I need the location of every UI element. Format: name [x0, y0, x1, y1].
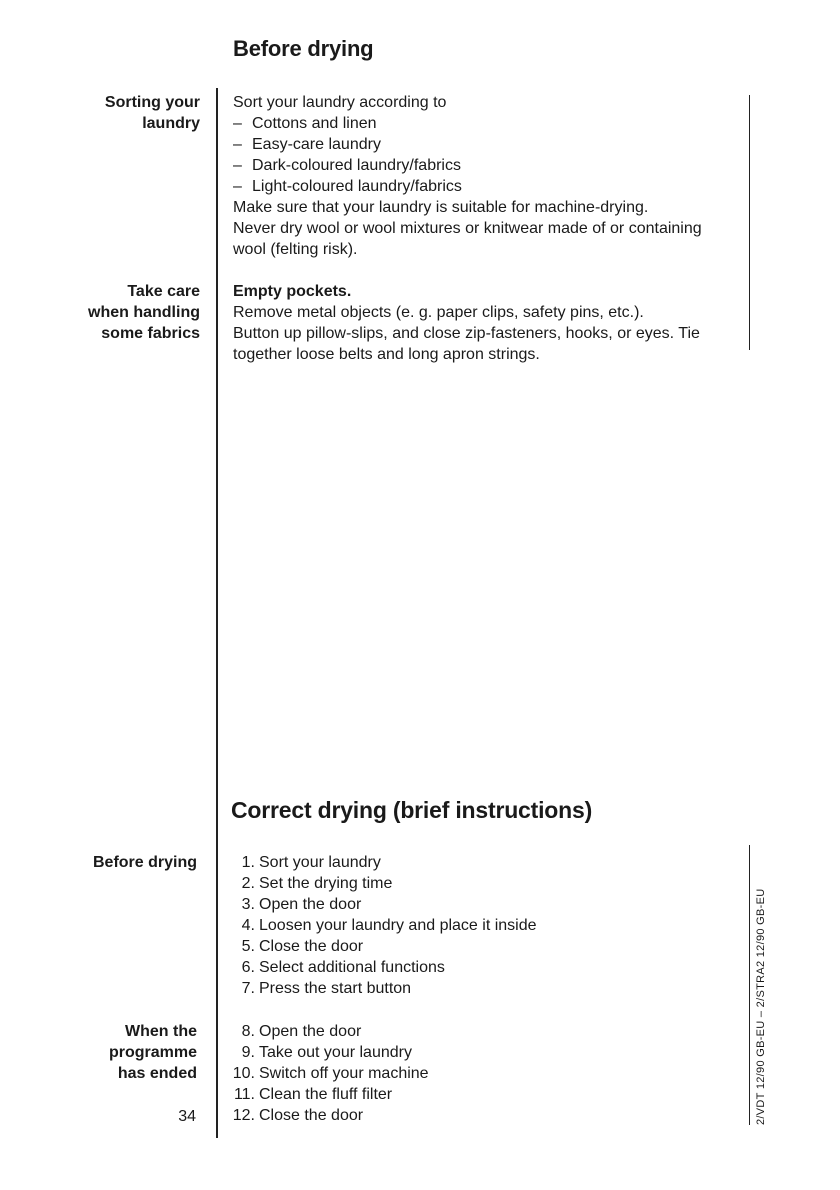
list-item: – Light-coloured laundry/fabrics — [233, 178, 462, 195]
after-drying-steps — [229, 1021, 429, 1126]
sorting-intro: Sort your laundry according to — [233, 94, 447, 111]
right-margin-rule-bottom — [749, 845, 750, 1125]
list-item: 2. Set the drying time — [241, 875, 393, 892]
list-item: 9. Take out your laundry — [241, 1044, 412, 1061]
list-item: 5. Close the door — [241, 938, 364, 955]
care-heading: Empty pockets. — [233, 283, 352, 300]
paragraph-line: together loose belts and long apron strings. — [233, 346, 540, 363]
side-label-care: Take care when handling some fabrics — [88, 283, 200, 342]
list-item: 3. Open the door — [241, 896, 362, 913]
list-item: – Dark-coloured laundry/fabrics — [233, 157, 461, 174]
list-item: 6. Select additional functions — [241, 959, 445, 976]
page-number: 34 — [178, 1108, 196, 1125]
left-column-rule — [216, 88, 218, 1138]
list-item: 7. Press the start button — [241, 980, 412, 997]
side-label-programme-ended: When the programme has ended — [108, 1023, 197, 1082]
section-title-correct-drying: Correct drying (brief instructions) — [231, 797, 593, 823]
list-item: 8. Open the door — [241, 1023, 362, 1040]
list-item: 1. Sort your laundry — [241, 854, 381, 871]
right-margin-rule-top — [749, 95, 750, 350]
paragraph-line: wool (felting risk). — [233, 241, 358, 258]
list-item: 12. Close the door — [232, 1107, 364, 1124]
list-item: – Easy-care laundry — [233, 136, 381, 153]
list-item: 10. Switch off your machine — [232, 1065, 429, 1082]
list-item: – Cottons and linen — [233, 115, 377, 132]
paragraph-line: Remove metal objects (e. g. paper clips, safety pins, etc.). — [233, 304, 644, 321]
list-item: 4. Loosen your laundry and place it inside — [241, 917, 537, 934]
side-label-before-drying: Before drying — [92, 854, 197, 871]
document-code: 2/VDT 12/90 GB-EU – 2/STRA2 12/90 GB-EU — [755, 888, 767, 1125]
before-drying-steps — [229, 852, 537, 999]
paragraph-line: Make sure that your laundry is suitable for machine-drying. — [233, 199, 649, 216]
paragraph-line: Never dry wool or wool mixtures or knitwear made of or containing — [233, 220, 702, 237]
sorting-body — [233, 92, 702, 260]
list-item: 11. Clean the fluff filter — [233, 1086, 393, 1103]
section-title-before-drying: Before drying — [233, 36, 374, 61]
side-label-sorting: Sorting your laundry — [104, 94, 200, 132]
care-body — [233, 281, 700, 365]
paragraph-line: Button up pillow-slips, and close zip-fasteners, hooks, or eyes. Tie — [233, 325, 700, 342]
